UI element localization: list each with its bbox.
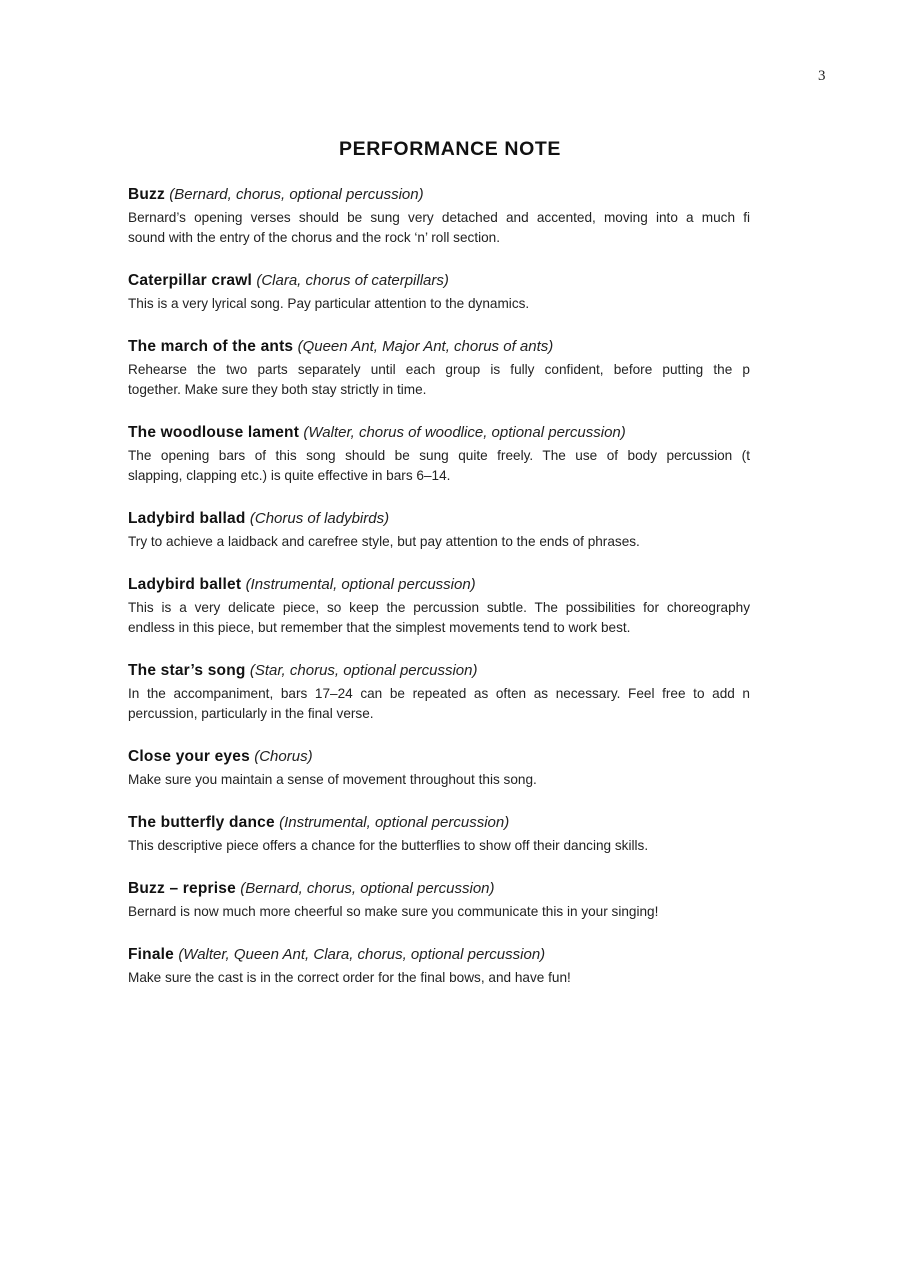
note-description (128, 598, 750, 638)
note-entry (128, 336, 750, 400)
note-entry (128, 746, 750, 790)
song-title: Finale (128, 946, 174, 963)
note-entry (128, 184, 750, 248)
note-entry (128, 422, 750, 486)
song-cast: (Clara, chorus of caterpillars) (256, 272, 449, 289)
note-description (128, 836, 750, 856)
song-cast: (Queen Ant, Major Ant, chorus of ants) (297, 338, 554, 355)
note-heading (128, 746, 750, 768)
note-heading (128, 336, 750, 358)
note-heading (128, 422, 750, 444)
description-line: Try to achieve a laidback and carefree style, but pay attention to the ends of phrases. (128, 534, 640, 549)
song-cast: (Star, chorus, optional percussion) (249, 662, 478, 679)
note-heading (128, 660, 750, 682)
note-description (128, 360, 750, 400)
song-cast: (Instrumental, optional percussion) (245, 576, 476, 593)
note-entry (128, 270, 750, 314)
song-cast: (Bernard, chorus, optional percussion) (240, 880, 495, 897)
description-line: The opening bars of this song should be sung quite freely. The use of body percussion (t (128, 448, 750, 463)
song-title: Caterpillar crawl (128, 272, 253, 289)
note-description (128, 968, 750, 984)
description-line: This descriptive piece offers a chance for the butterflies to show off their dancing skills. (128, 838, 649, 853)
song-title: The woodlouse lament (128, 424, 300, 441)
song-cast: (Chorus) (254, 748, 313, 765)
note-heading (128, 184, 750, 206)
note-entry (128, 944, 750, 984)
note-entry (128, 812, 750, 856)
description-line: This is a very lyrical song. Pay particular attention to the dynamics. (128, 296, 530, 311)
song-title: Ladybird ballad (128, 510, 246, 527)
note-entry (128, 660, 750, 724)
note-entry (128, 508, 750, 552)
performance-notes-list (128, 184, 750, 984)
song-cast: (Walter, chorus of woodlice, optional percussion) (303, 424, 626, 441)
note-description (128, 770, 750, 790)
song-title: The butterfly dance (128, 814, 275, 831)
song-title: The march of the ants (128, 338, 294, 355)
note-heading (128, 574, 750, 596)
note-heading (128, 878, 750, 900)
page-title: PERFORMANCE NOTE (339, 138, 561, 160)
description-line: Make sure the cast is in the correct order for the final bows, and have fun! (128, 970, 571, 984)
description-line: Bernard is now much more cheerful so make sure you communicate this in your singing! (128, 904, 659, 919)
description-line: endless in this piece, but remember that the simplest movements tend to work best. (128, 620, 631, 635)
song-cast: (Walter, Queen Ant, Clara, chorus, optional percussion) (178, 946, 546, 963)
note-description (128, 684, 750, 724)
note-description (128, 902, 750, 922)
note-description (128, 208, 750, 248)
note-entry (128, 574, 750, 638)
song-title: Buzz – reprise (128, 880, 236, 897)
note-heading (128, 944, 750, 966)
note-description (128, 294, 750, 314)
description-line: together. Make sure they both stay strictly in time. (128, 382, 427, 397)
note-description (128, 446, 750, 486)
note-heading (128, 508, 750, 530)
song-cast: (Chorus of ladybirds) (249, 510, 390, 527)
song-title: The star’s song (128, 662, 246, 679)
note-heading (128, 812, 750, 834)
song-title: Ladybird ballet (128, 576, 242, 593)
description-line: Make sure you maintain a sense of movement throughout this song. (128, 772, 537, 787)
song-title: Close your eyes (128, 748, 250, 765)
description-line: In the accompaniment, bars 17–24 can be repeated as often as necessary. Feel free to add n (128, 686, 750, 701)
description-line: This is a very delicate piece, so keep the percussion subtle. The possibilities for choreography (128, 600, 750, 615)
song-title: Buzz (128, 186, 165, 203)
note-description (128, 532, 750, 552)
song-cast: (Instrumental, optional percussion) (279, 814, 510, 831)
song-cast: (Bernard, chorus, optional percussion) (169, 186, 424, 203)
description-line: percussion, particularly in the final verse. (128, 706, 374, 721)
description-line: slapping, clapping etc.) is quite effective in bars 6–14. (128, 468, 451, 483)
description-line: Bernard’s opening verses should be sung very detached and accented, moving into a much fi (128, 210, 750, 225)
note-entry (128, 878, 750, 922)
page-number: 3 (818, 68, 826, 84)
description-line: sound with the entry of the chorus and the rock ‘n’ roll section. (128, 230, 501, 245)
description-line: Rehearse the two parts separately until each group is fully confident, before putting the p (128, 362, 750, 377)
note-heading (128, 270, 750, 292)
